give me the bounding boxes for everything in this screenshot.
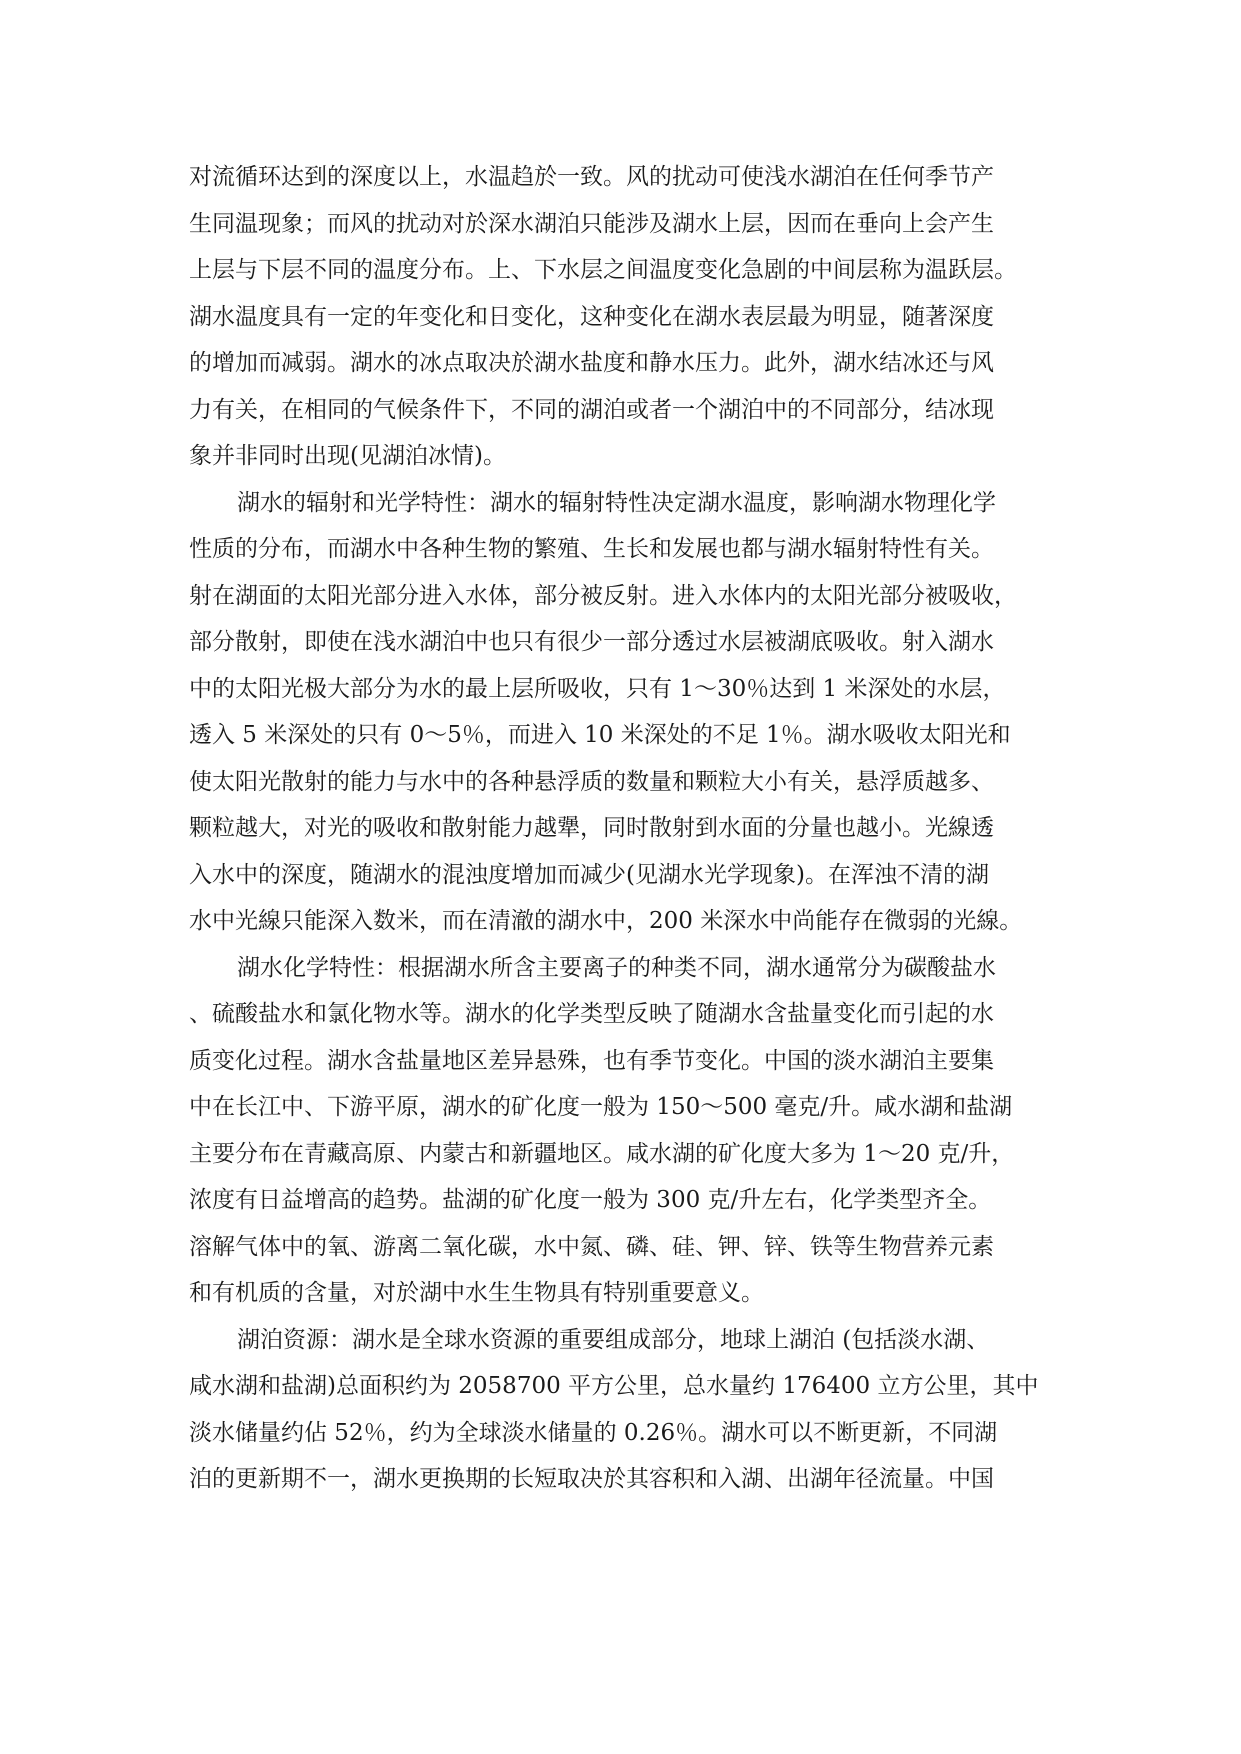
text-line: 透入 5 米深处的只有 0～5％，而进入 10 米深处的不足 1％。湖水吸收太阳光和 [189,722,1011,748]
text-line: 质变化过程。湖水含盐量地区差异悬殊，也有季节变化。中国的淡水湖泊主要集 [189,1047,994,1074]
text-line: 溶解气体中的氧、游离二氧化碳，水中氮、磷、硅、钾、锌、铁等生物营养元素 [189,1233,994,1260]
text-line: 泊的更新期不一，湖水更换期的长短取决於其容积和入湖、出湖年径流量。中国 [189,1466,994,1492]
document-body [189,154,1052,1503]
text-line: 上层与下层不同的温度分布。上、下水层之间温度变化急剧的中间层称为温跃层。 [189,257,1017,283]
text-line: 入水中的深度，随湖水的混浊度增加而减少(见湖水光学现象)。在浑浊不清的湖 [189,861,989,888]
text-line: 中在长江中、下游平原，湖水的矿化度一般为 150～500 毫克/升。咸水湖和盐湖 [189,1094,1013,1120]
text-line: 中的太阳光极大部分为水的最上层所吸收，只有 1～30％达到 1 米深处的水层， [189,675,1006,702]
text-line: 湖水化学特性：根据湖水所含主要离子的种类不同，湖水通常分为碳酸盐水 [237,954,996,981]
paragraph-lake-temperature [189,154,1052,480]
text-line: 湖水的辐射和光学特性：湖水的辐射特性决定湖水温度，影响湖水物理化学 [237,489,996,516]
paragraph-resources [189,1317,1052,1503]
text-line: 使太阳光散射的能力与水中的各种悬浮质的数量和颗粒大小有关，悬浮质越多、 [189,768,994,795]
paragraph-chemistry [189,945,1052,1317]
text-line: 生同温现象；而风的扰动对於深水湖泊只能涉及湖水上层，因而在垂向上会产生 [189,210,994,237]
text-line: 颗粒越大，对光的吸收和散射能力越犟，同时散射到水面的分量也越小。光線透 [189,815,994,841]
text-line: 象并非同时出现(见湖泊冰情)。 [189,443,506,469]
text-line: 湖水温度具有一定的年变化和日变化，这种变化在湖水表层最为明显，随著深度 [189,303,994,330]
text-line: 淡水储量约佔 52％，约为全球淡水储量的 0.26％。湖水可以不断更新，不同湖 [189,1419,998,1446]
text-line: 力有关，在相同的气候条件下，不同的湖泊或者一个湖泊中的不同部分，结冰现 [189,396,994,423]
text-line: 射在湖面的太阳光部分进入水体，部分被反射。进入水体内的太阳光部分被吸收， [189,582,1017,609]
text-line: 湖泊资源：湖水是全球水资源的重要组成部分，地球上湖泊 (包括淡水湖、 [237,1326,990,1353]
text-line: 部分散射，即使在浅水湖泊中也只有很少一部分透过水层被湖底吸收。射入湖水 [189,629,994,655]
text-line: 水中光線只能深入数米，而在清澈的湖水中，200 米深水中尚能存在微弱的光線。 [189,908,1023,934]
text-line: 对流循环达到的深度以上，水温趋於一致。风的扰动可使浅水湖泊在任何季节产 [189,164,994,190]
text-line: 性质的分布，而湖水中各种生物的繁殖、生长和发展也都与湖水辐射特性有关。 [189,536,994,562]
text-line: 咸水湖和盐湖)总面积约为 2058700 平方公里，总水量约 176400 立方公里，其中 [189,1373,1039,1399]
text-line: 、硫酸盐水和氯化物水等。湖水的化学类型反映了随湖水含盐量变化而引起的水 [189,1001,994,1027]
text-line: 的增加而减弱。湖水的冰点取决於湖水盐度和静水压力。此外，湖水结冰还与风 [189,350,994,376]
text-line: 和有机质的含量，对於湖中水生生物具有特别重要意义。 [189,1280,764,1306]
text-line: 主要分布在青藏高原、内蒙古和新疆地区。咸水湖的矿化度大多为 1～20 克/升， [189,1140,1015,1167]
text-line: 浓度有日益增高的趋势。盐湖的矿化度一般为 300 克/升左右，化学类型齐全。 [189,1187,992,1213]
paragraph-radiation-optics [189,480,1052,945]
